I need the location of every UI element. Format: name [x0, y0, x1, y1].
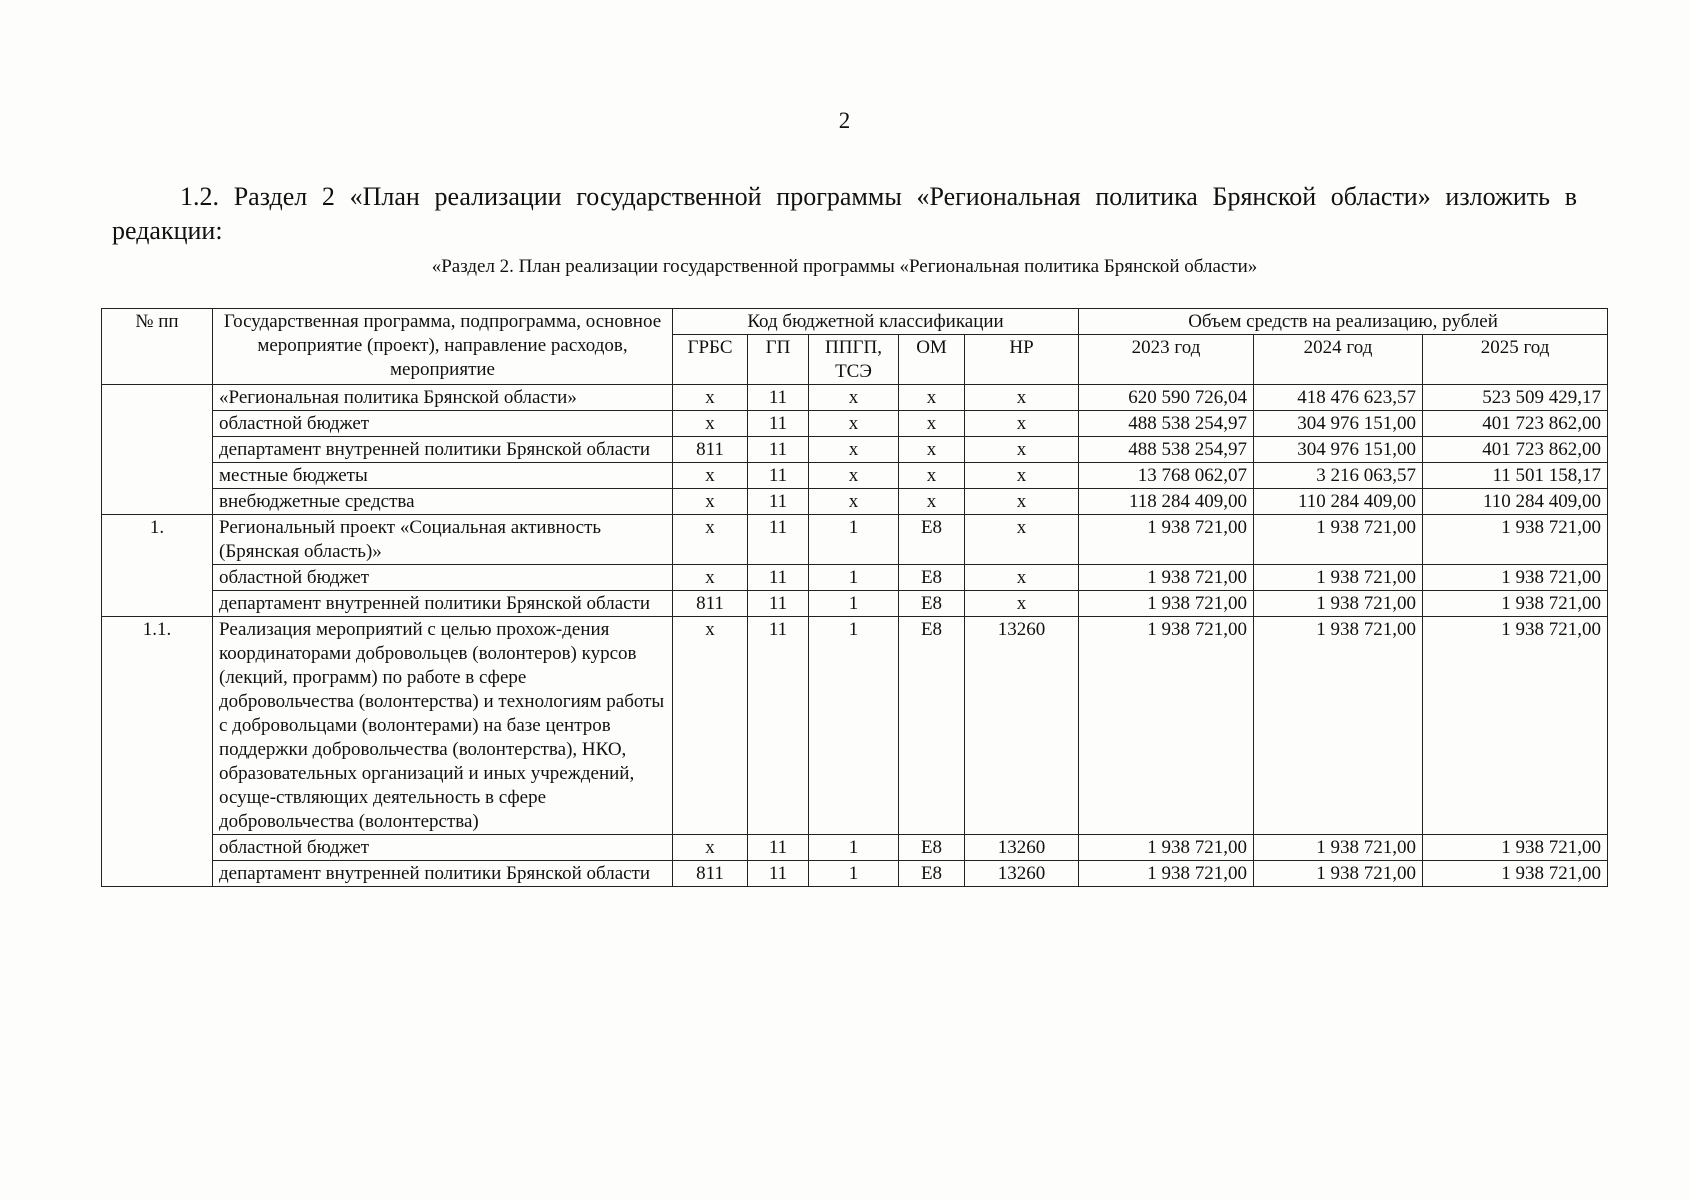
cell-name: департамент внутренней политики Брянской области	[213, 591, 673, 617]
cell-om: х	[899, 437, 965, 463]
table-row	[102, 411, 1608, 437]
cell-nr: 13260	[965, 861, 1079, 887]
cell-name: Региональный проект «Социальная активность (Брянская область)»	[213, 515, 673, 565]
cell-2023: 620 590 726,04	[1079, 385, 1254, 411]
table-row	[102, 385, 1608, 411]
cell-name: Реализация мероприятий с целью прохож-дения координаторами добровольцев (волонтеров) курсов (лекций, программ) по работе в сфере добровольчества (волонтерства) и технологиям работы с добровольцами (волонтерами) на базе центров поддержки добровольчества (волонтерства), НКО, образовательных организаций и иных учреждений, осуще-ствляющих деятельность в сфере добровольчества (волонтерства)	[213, 617, 673, 835]
table-row	[102, 565, 1608, 591]
table-row	[102, 437, 1608, 463]
table-row	[102, 515, 1608, 565]
cell-2024: 1 938 721,00	[1254, 565, 1423, 591]
cell-grbs: х	[673, 617, 748, 835]
cell-grbs: х	[673, 463, 748, 489]
cell-2024: 304 976 151,00	[1254, 437, 1423, 463]
cell-ppgp: х	[809, 437, 899, 463]
header-code-group: Код бюджетной классификации	[673, 309, 1079, 335]
cell-2024: 1 938 721,00	[1254, 835, 1423, 861]
cell-2024: 1 938 721,00	[1254, 861, 1423, 887]
cell-2025: 11 501 158,17	[1423, 463, 1608, 489]
cell-gp: 11	[748, 515, 809, 565]
cell-om: х	[899, 463, 965, 489]
cell-ppgp: х	[809, 463, 899, 489]
table-row	[102, 591, 1608, 617]
cell-ppgp: х	[809, 411, 899, 437]
cell-2023: 13 768 062,07	[1079, 463, 1254, 489]
cell-ppgp: х	[809, 385, 899, 411]
cell-gp: 11	[748, 617, 809, 835]
cell-2025: 1 938 721,00	[1423, 617, 1608, 835]
cell-grbs: х	[673, 489, 748, 515]
cell-gp: 11	[748, 411, 809, 437]
cell-2023: 1 938 721,00	[1079, 591, 1254, 617]
table-caption: «Раздел 2. План реализации государственной программы «Региональная политика Брянской области»	[431, 256, 1258, 277]
cell-2025: 1 938 721,00	[1423, 591, 1608, 617]
cell-gp: 11	[748, 489, 809, 515]
cell-name: департамент внутренней политики Брянской области	[213, 861, 673, 887]
cell-2024: 1 938 721,00	[1254, 515, 1423, 565]
cell-name: местные бюджеты	[213, 463, 673, 489]
cell-ppgp: 1	[809, 617, 899, 835]
cell-nr: х	[965, 411, 1079, 437]
cell-2023: 488 538 254,97	[1079, 411, 1254, 437]
cell-nr: х	[965, 463, 1079, 489]
cell-ppgp: 1	[809, 515, 899, 565]
cell-nr: х	[965, 489, 1079, 515]
cell-grbs: х	[673, 411, 748, 437]
header-funds-group: Объем средств на реализацию, рублей	[1079, 309, 1608, 335]
cell-2023: 1 938 721,00	[1079, 861, 1254, 887]
cell-nr: 13260	[965, 835, 1079, 861]
cell-2025: 523 509 429,17	[1423, 385, 1608, 411]
cell-om: Е8	[899, 515, 965, 565]
cell-num	[102, 385, 213, 515]
cell-grbs: х	[673, 515, 748, 565]
cell-nr: х	[965, 591, 1079, 617]
cell-om: х	[899, 385, 965, 411]
cell-ppgp: х	[809, 489, 899, 515]
cell-om: Е8	[899, 591, 965, 617]
cell-2023: 118 284 409,00	[1079, 489, 1254, 515]
cell-name: «Региональная политика Брянской области»	[213, 385, 673, 411]
cell-2025: 1 938 721,00	[1423, 515, 1608, 565]
cell-ppgp: 1	[809, 591, 899, 617]
cell-nr: х	[965, 565, 1079, 591]
cell-ppgp: 1	[809, 565, 899, 591]
cell-num: 1.	[102, 515, 213, 617]
cell-ppgp: 1	[809, 861, 899, 887]
header-2023: 2023 год	[1079, 335, 1254, 385]
cell-gp: 11	[748, 385, 809, 411]
cell-om: х	[899, 489, 965, 515]
cell-2025: 401 723 862,00	[1423, 411, 1608, 437]
cell-om: Е8	[899, 835, 965, 861]
cell-num: 1.1.	[102, 617, 213, 887]
cell-nr: х	[965, 515, 1079, 565]
cell-om: Е8	[899, 861, 965, 887]
cell-gp: 11	[748, 861, 809, 887]
cell-gp: 11	[748, 565, 809, 591]
plan-table-body	[102, 385, 1608, 887]
cell-2024: 418 476 623,57	[1254, 385, 1423, 411]
cell-gp: 11	[748, 591, 809, 617]
plan-table	[101, 308, 1608, 887]
table-row	[102, 861, 1608, 887]
header-2025: 2025 год	[1423, 335, 1608, 385]
cell-2023: 488 538 254,97	[1079, 437, 1254, 463]
cell-2024: 1 938 721,00	[1254, 591, 1423, 617]
cell-2025: 1 938 721,00	[1423, 861, 1608, 887]
cell-2023: 1 938 721,00	[1079, 617, 1254, 835]
cell-nr: х	[965, 437, 1079, 463]
table-row	[102, 489, 1608, 515]
cell-name: областной бюджет	[213, 835, 673, 861]
cell-nr: х	[965, 385, 1079, 411]
cell-grbs: 811	[673, 591, 748, 617]
cell-gp: 11	[748, 437, 809, 463]
header-nr: НР	[965, 335, 1079, 385]
intro-paragraph: 1.2. Раздел 2 «План реализации государственной программы «Региональная политика Брянской области» изложить в редакции:	[112, 182, 1577, 245]
cell-2025: 110 284 409,00	[1423, 489, 1608, 515]
cell-gp: 11	[748, 835, 809, 861]
cell-grbs: х	[673, 835, 748, 861]
cell-2024: 304 976 151,00	[1254, 411, 1423, 437]
cell-2025: 401 723 862,00	[1423, 437, 1608, 463]
table-row	[102, 835, 1608, 861]
cell-2023: 1 938 721,00	[1079, 835, 1254, 861]
header-grbs: ГРБС	[673, 335, 748, 385]
header-ppgp: ППГП, ТСЭ	[809, 335, 899, 385]
cell-2024: 3 216 063,57	[1254, 463, 1423, 489]
header-num: № пп	[102, 309, 213, 385]
cell-name: областной бюджет	[213, 565, 673, 591]
cell-grbs: х	[673, 385, 748, 411]
cell-2025: 1 938 721,00	[1423, 835, 1608, 861]
cell-name: областной бюджет	[213, 411, 673, 437]
cell-name: департамент внутренней политики Брянской области	[213, 437, 673, 463]
cell-grbs: х	[673, 565, 748, 591]
cell-om: Е8	[899, 617, 965, 835]
cell-name: внебюджетные средства	[213, 489, 673, 515]
cell-2023: 1 938 721,00	[1079, 565, 1254, 591]
table-row	[102, 463, 1608, 489]
header-name: Государственная программа, подпрограмма, основное мероприятие (проект), направление расходов, мероприятие	[213, 309, 673, 385]
header-row	[102, 309, 1608, 335]
table-row	[102, 617, 1608, 835]
header-2024: 2024 год	[1254, 335, 1423, 385]
header-om: ОМ	[899, 335, 965, 385]
cell-om: Е8	[899, 565, 965, 591]
page-number: 2	[838, 108, 851, 133]
cell-nr: 13260	[965, 617, 1079, 835]
cell-grbs: 811	[673, 861, 748, 887]
cell-2024: 1 938 721,00	[1254, 617, 1423, 835]
cell-ppgp: 1	[809, 835, 899, 861]
cell-om: х	[899, 411, 965, 437]
header-gp: ГП	[748, 335, 809, 385]
cell-2023: 1 938 721,00	[1079, 515, 1254, 565]
cell-gp: 11	[748, 463, 809, 489]
cell-grbs: 811	[673, 437, 748, 463]
cell-2025: 1 938 721,00	[1423, 565, 1608, 591]
cell-2024: 110 284 409,00	[1254, 489, 1423, 515]
